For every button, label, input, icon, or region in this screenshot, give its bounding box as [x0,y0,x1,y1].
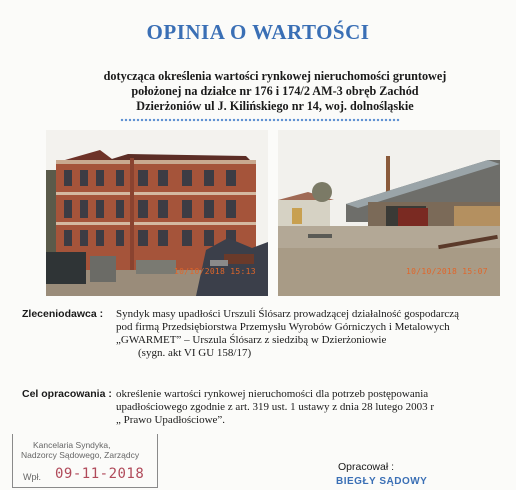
stamp-line: Kancelaria Syndyka, [33,440,111,450]
stamp-date: 09-11-2018 [55,466,145,482]
photo-timestamp: 10/10/2018 15:07 [406,267,488,276]
cel-line: upadłościowego zgodnie z art. 319 ust. 1 ustawy z dnia 28 lutego 2003 r [116,401,435,413]
cel-line: „ Prawo Upadłościowe”. [116,414,226,426]
stamp-line: Nadzorcy Sądowego, Zarządcy [21,450,140,460]
photo-timestamp: 10/10/2018 15:13 [174,267,256,276]
biegly-sadowy-stamp: BIEGŁY SĄDOWY [336,476,428,487]
cel-label: Cel opracowania : [22,388,112,400]
zleceniodawca-label: Zleceniodawca : [22,308,104,320]
subtitle-line: położonej na działce nr 176 i 174/2 AM-3 obręb Zachód [131,84,419,98]
page-title: OPINIA O WARTOŚCI [146,20,370,44]
received-stamp [12,434,158,488]
zleceniodawca-line: (sygn. akt VI GU 158/17) [138,347,252,359]
subtitle-line: Dzierżoniów ul J. Kilińskiego nr 14, woj. dolnośląskie [136,99,414,113]
zleceniodawca-text [116,308,459,360]
yard-photo [278,130,500,296]
building-photo [46,130,268,296]
opracowal-label: Opracował : [338,461,395,473]
stamp-wpl: Wpł. [23,472,41,482]
zleceniodawca-line: „GWARMET” – Urszula Ślósarz z siedzibą w Dzierżoniowie [116,334,387,346]
cel-text [116,388,434,427]
subtitle-line: dotycząca określenia wartości rynkowej nieruchomości gruntowej [103,69,447,83]
zleceniodawca-line: pod firmą Przedsiębiorstwa Przemysłu Wyrobów Górniczych i Metalowych [116,321,450,333]
dotted-divider [120,118,400,122]
zleceniodawca-line: Syndyk masy upadłości Urszuli Ślósarz prowadzącej działalność gospodarczą [116,308,460,320]
subtitle [60,69,490,114]
cel-line: określenie wartości rynkowej nieruchomości dla potrzeb postępowania [116,388,429,400]
